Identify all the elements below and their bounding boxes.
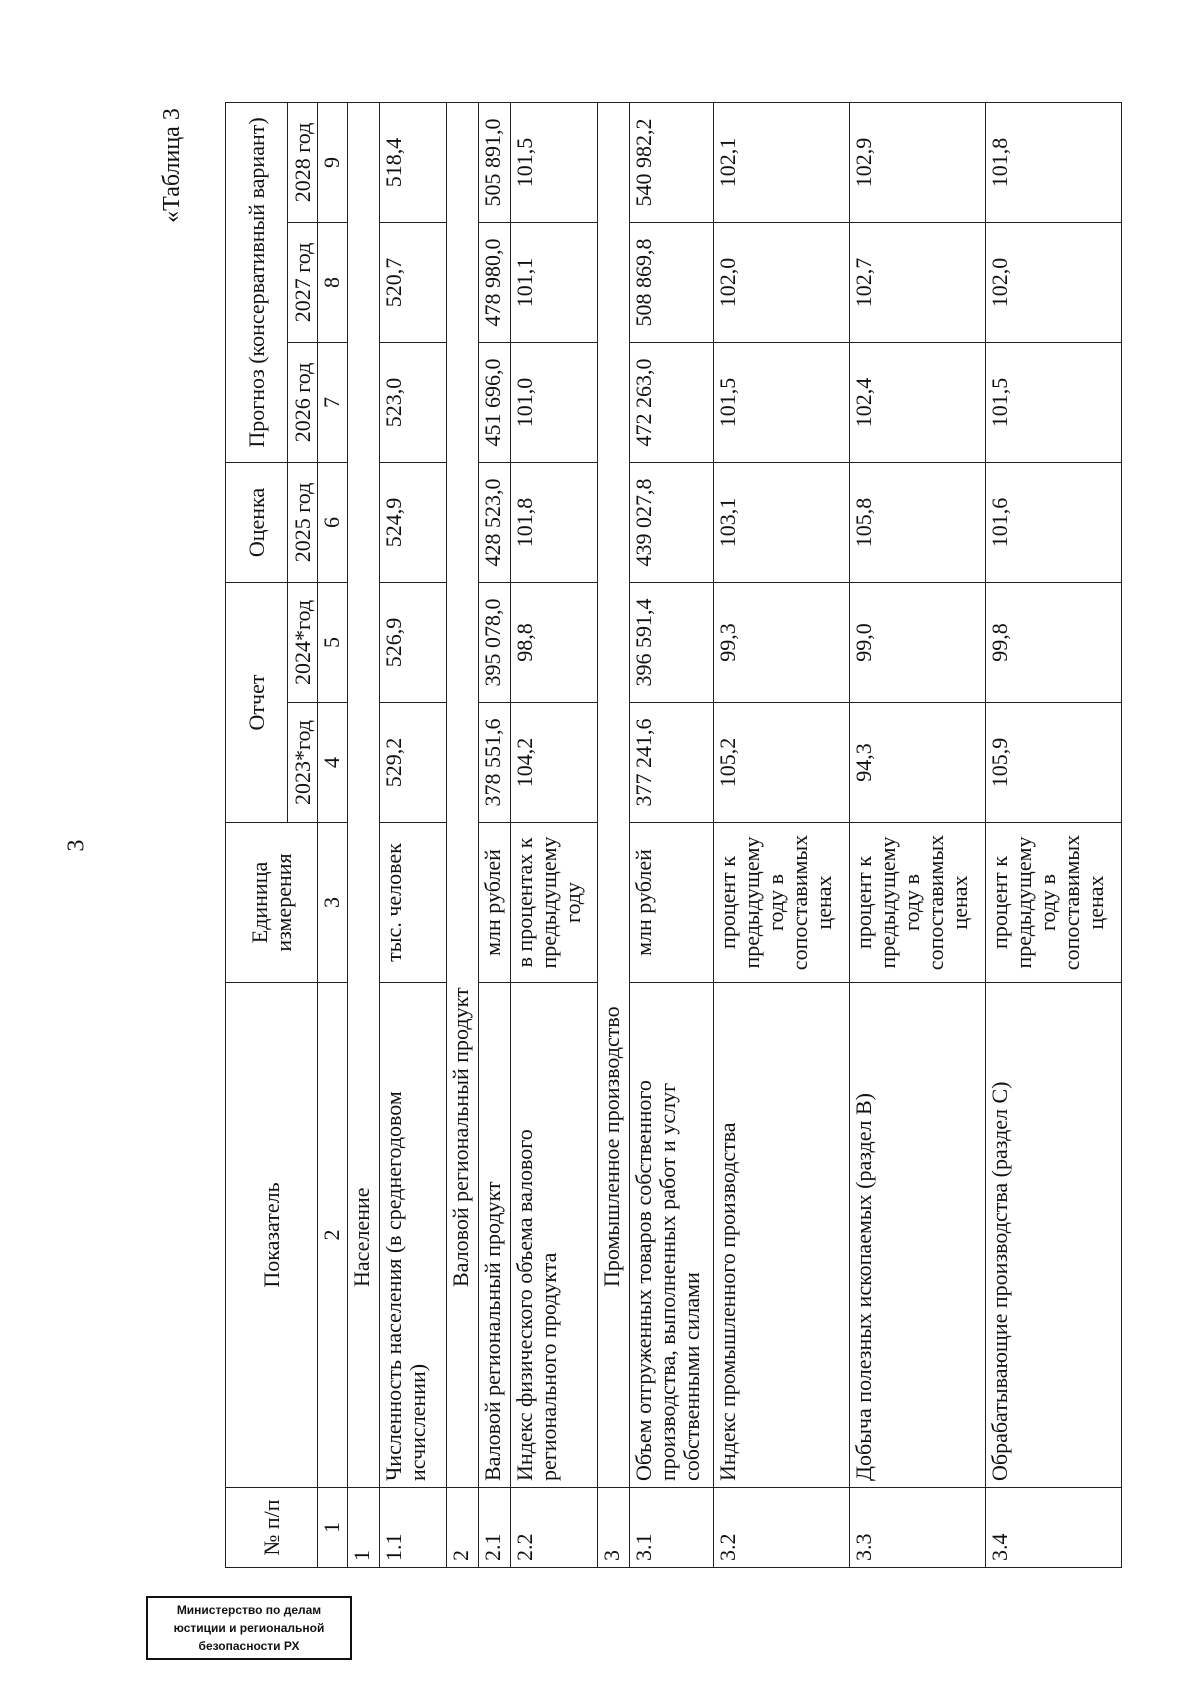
section-no: 2 bbox=[447, 1488, 479, 1568]
table-row bbox=[985, 102, 1121, 1567]
table-caption: «Таблица 3 bbox=[158, 108, 185, 223]
header-estimate: Оценка bbox=[226, 462, 288, 582]
row-no: 1.1 bbox=[379, 1488, 446, 1568]
col-number: 1 bbox=[318, 1488, 348, 1568]
row-value: 540 982,2 bbox=[629, 102, 713, 222]
row-value: 98,8 bbox=[511, 582, 598, 702]
row-value: 103,1 bbox=[713, 462, 849, 582]
row-value: 102,4 bbox=[849, 342, 985, 462]
row-value: 105,2 bbox=[713, 703, 849, 823]
table-row bbox=[849, 102, 985, 1567]
header-no: № п/п bbox=[226, 1488, 318, 1568]
row-value: 451 696,0 bbox=[478, 342, 511, 462]
row-value: 428 523,0 bbox=[478, 462, 511, 582]
row-value: 105,8 bbox=[849, 462, 985, 582]
row-value: 101,8 bbox=[511, 462, 598, 582]
section-row bbox=[348, 102, 380, 1567]
section-no: 3 bbox=[598, 1488, 630, 1568]
col-number: 6 bbox=[318, 462, 348, 582]
row-unit: млн рублей bbox=[478, 823, 511, 983]
row-value: 505 891,0 bbox=[478, 102, 511, 222]
row-value: 378 551,6 bbox=[478, 703, 511, 823]
col-number: 5 bbox=[318, 582, 348, 702]
row-no: 2.1 bbox=[478, 1488, 511, 1568]
row-value: 102,0 bbox=[985, 222, 1121, 342]
row-name: Численность населения (в среднегодовом исчислении) bbox=[379, 983, 446, 1488]
section-title: Население bbox=[348, 102, 380, 1487]
row-value: 102,1 bbox=[713, 102, 849, 222]
row-no: 3.2 bbox=[713, 1488, 849, 1568]
section-title: Валовой региональный продукт bbox=[447, 102, 479, 1487]
col-number: 3 bbox=[318, 823, 348, 983]
header-year: 2024*год bbox=[288, 582, 318, 702]
row-value: 508 869,8 bbox=[629, 222, 713, 342]
section-no: 1 bbox=[348, 1488, 380, 1568]
row-unit: тыс. человек bbox=[379, 823, 446, 983]
header-report: Отчет bbox=[226, 582, 288, 822]
col-number: 2 bbox=[318, 983, 348, 1488]
row-value: 105,9 bbox=[985, 703, 1121, 823]
header-year: 2028 год bbox=[288, 102, 318, 222]
row-value: 526,9 bbox=[379, 582, 446, 702]
row-unit: в процентах к предыдущему году bbox=[511, 823, 598, 983]
row-name: Обрабатывающие производства (раздел C) bbox=[985, 983, 1121, 1488]
header-year: 2026 год bbox=[288, 342, 318, 462]
row-value: 101,1 bbox=[511, 222, 598, 342]
table-row bbox=[713, 102, 849, 1567]
row-value: 520,7 bbox=[379, 222, 446, 342]
row-unit: млн рублей bbox=[629, 823, 713, 983]
row-value: 472 263,0 bbox=[629, 342, 713, 462]
row-no: 3.4 bbox=[985, 1488, 1121, 1568]
row-value: 102,9 bbox=[849, 102, 985, 222]
row-name: Индекс физического объема валового регионального продукта bbox=[511, 983, 598, 1488]
row-value: 99,0 bbox=[849, 582, 985, 702]
col-number: 4 bbox=[318, 703, 348, 823]
row-value: 523,0 bbox=[379, 342, 446, 462]
row-value: 478 980,0 bbox=[478, 222, 511, 342]
header-forecast: Прогноз (консервативный вариант) bbox=[226, 102, 288, 462]
row-name: Валовой региональный продукт bbox=[478, 983, 511, 1488]
row-value: 524,9 bbox=[379, 462, 446, 582]
header-unit: Единица измерения bbox=[226, 823, 318, 983]
row-value: 101,6 bbox=[985, 462, 1121, 582]
table-row bbox=[478, 102, 511, 1567]
row-value: 518,4 bbox=[379, 102, 446, 222]
row-value: 439 027,8 bbox=[629, 462, 713, 582]
table-row bbox=[511, 102, 598, 1567]
section-row bbox=[598, 102, 630, 1567]
row-value: 395 078,0 bbox=[478, 582, 511, 702]
row-value: 101,5 bbox=[985, 342, 1121, 462]
row-name: Объем отгруженных товаров собственного производства, выполненных работ и услуг собственными силами bbox=[629, 983, 713, 1488]
row-unit: процент к предыдущему году в сопоставимых ценах bbox=[985, 823, 1121, 983]
row-no: 3.3 bbox=[849, 1488, 985, 1568]
section-row bbox=[447, 102, 479, 1567]
row-unit: процент к предыдущему году в сопоставимых ценах bbox=[713, 823, 849, 983]
row-value: 102,0 bbox=[713, 222, 849, 342]
row-value: 101,0 bbox=[511, 342, 598, 462]
header-year: 2027 год bbox=[288, 222, 318, 342]
header-year: 2025 год bbox=[288, 462, 318, 582]
stamp-line: безопасности РХ bbox=[198, 1639, 300, 1653]
row-value: 101,5 bbox=[511, 102, 598, 222]
row-value: 101,5 bbox=[713, 342, 849, 462]
page-number: 3 bbox=[63, 839, 90, 852]
row-value: 102,7 bbox=[849, 222, 985, 342]
row-no: 3.1 bbox=[629, 1488, 713, 1568]
row-unit: процент к предыдущему году в сопоставимых ценах bbox=[849, 823, 985, 983]
row-value: 377 241,6 bbox=[629, 703, 713, 823]
row-value: 99,3 bbox=[713, 582, 849, 702]
row-value: 396 591,4 bbox=[629, 582, 713, 702]
table-row bbox=[379, 102, 446, 1567]
row-name: Добыча полезных ископаемых (раздел B) bbox=[849, 983, 985, 1488]
header-year: 2023*год bbox=[288, 703, 318, 823]
col-number: 8 bbox=[318, 222, 348, 342]
row-no: 2.2 bbox=[511, 1488, 598, 1568]
col-number: 7 bbox=[318, 342, 348, 462]
stamp-line: юстиции и региональной bbox=[173, 1621, 325, 1635]
col-number: 9 bbox=[318, 102, 348, 222]
row-name: Индекс промышленного производства bbox=[713, 983, 849, 1488]
stamp-line: Министерство по делам bbox=[176, 1603, 322, 1617]
row-value: 101,8 bbox=[985, 102, 1121, 222]
forecast-table-container bbox=[225, 103, 1122, 1568]
row-value: 94,3 bbox=[849, 703, 985, 823]
row-value: 529,2 bbox=[379, 703, 446, 823]
header-indicator: Показатель bbox=[226, 983, 318, 1488]
ministry-stamp bbox=[146, 1596, 352, 1660]
forecast-table bbox=[225, 102, 1122, 1568]
row-value: 104,2 bbox=[511, 703, 598, 823]
row-value: 99,8 bbox=[985, 582, 1121, 702]
table-row bbox=[629, 102, 713, 1567]
section-title: Промышленное производство bbox=[598, 102, 630, 1487]
